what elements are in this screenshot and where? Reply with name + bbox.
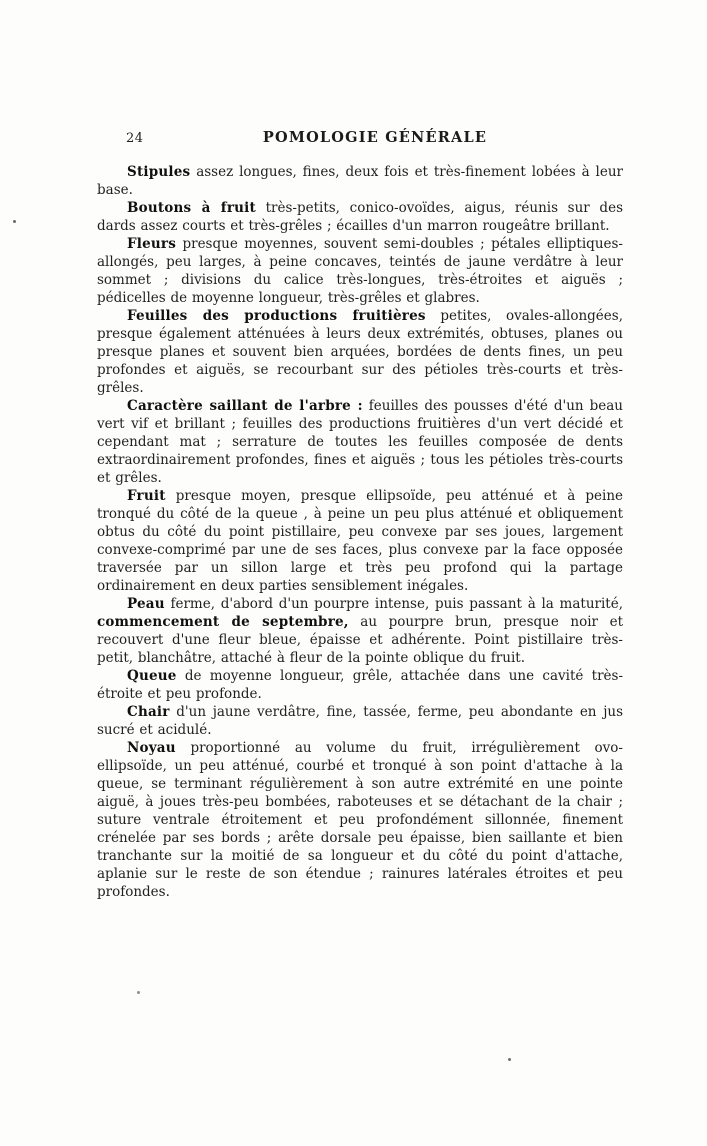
entry-term: Queue	[127, 668, 177, 684]
scan-speck	[13, 220, 16, 223]
entry-term: Noyau	[127, 740, 176, 756]
entry-term: Fruit	[127, 488, 166, 504]
page-number: 24	[126, 131, 144, 146]
entry-fleurs	[97, 235, 623, 307]
running-header-title: POMOLOGIE GÉNÉRALE	[262, 129, 488, 146]
entry-feuilles-productions-fruitieres	[97, 307, 623, 397]
entry-description: très-petits, conico-ovoïdes, aigus, réunis sur des dards assez courts et très-grêles ; écailles d'un marron rougeâtre brillant.	[97, 200, 623, 234]
entry-bold-phrase: commencement de septembre,	[97, 614, 349, 630]
entry-term: Caractère saillant de l'arbre :	[127, 398, 363, 414]
entry-term: Stipules	[127, 164, 191, 180]
entry-chair	[97, 703, 623, 739]
entry-term: Feuilles des productions fruitières	[127, 308, 426, 324]
entry-description: presque moyennes, souvent semi-doubles ; pétales elliptiques-allongés, peu larges, à peine concaves, teintés de jaune verdâtre à leur sommet ; divisions du calice très-longues, très-étroites et aiguës ; pédicelles de moyenne longueur, très-grêles et glabres.	[97, 236, 623, 306]
text-block	[97, 163, 623, 901]
entry-description: proportionné au volume du fruit, irrégulièrement ovo-ellipsoïde, un peu atténué, courbé et tronqué à son point d'attache à la queue, se terminant régulièrement à son autre extrémité en une pointe aiguë, à joues très-peu bombées, raboteuses et se détachant de la chair ; suture ventrale étroitement et peu profondément sillonnée, finement crénelée par ses bords ; arête dorsale peu épaisse, bien saillante et bien tranchante sur la moitié de sa longueur et du côté du point d'attache, aplanie sur le reste de son étendue ; rainures latérales étroites et peu profondes.	[97, 740, 623, 900]
entry-queue	[97, 667, 623, 703]
entry-fruit	[97, 487, 623, 595]
entry-description: assez longues, fines, deux fois et très-finement lobées à leur base.	[97, 164, 623, 198]
entry-description-end: au pourpre brun, presque noir et recouvert d'une fleur bleue, épaisse et adhérente. Point pistillaire très-petit, blanchâtre, attaché à fleur de la pointe oblique du fruit.	[97, 614, 624, 666]
scan-speck	[137, 991, 140, 994]
entry-term: Boutons à fruit	[127, 200, 256, 216]
entry-caractere-saillant	[97, 397, 623, 487]
entry-description: presque moyen, presque ellipsoïde, peu atténué et à peine tronqué du côté de la queue , à peine un peu plus atténué et obliquement obtus du côté du point pistillaire, peu convexe par ses joues, largement convexe-comprimé par une de ses faces, plus convexe par la face opposée traversée par un sillon large et très peu profond qui la partage ordinairement en deux parties sensiblement inégales.	[97, 488, 624, 594]
entry-description: de moyenne longueur, grêle, attachée dans une cavité très-étroite et peu profonde.	[97, 668, 624, 702]
entry-peau	[97, 595, 623, 667]
entry-stipules	[97, 163, 623, 199]
entry-term: Peau	[127, 596, 165, 612]
entry-description: d'un jaune verdâtre, fine, tassée, ferme, peu abondante en jus sucré et acidulé.	[97, 704, 624, 738]
scan-speck	[508, 1058, 511, 1061]
entry-noyau	[97, 739, 623, 901]
entry-term: Fleurs	[127, 236, 177, 252]
entry-description-start: ferme, d'abord d'un pourpre intense, puis passant à la maturité,	[170, 596, 624, 612]
entry-description: petites, ovales-allongées, presque également atténuées à leurs deux extrémités, obtuses, planes ou presque planes et souvent bien arquées, bordées de dents fines, un peu profondes et aiguës, se recourbant sur des pétioles très-courts et très-grêles.	[97, 308, 623, 396]
entry-boutons-a-fruit	[97, 199, 623, 235]
entry-description: feuilles des pousses d'été d'un beau vert vif et brillant ; feuilles des productions fruitières d'un vert décidé et cependant mat ; serrature de toutes les feuilles composée de dents extraordinairement profondes, fines et aiguës ; tous les pétioles très-courts et grêles.	[97, 398, 623, 486]
entry-term: Chair	[127, 704, 170, 720]
